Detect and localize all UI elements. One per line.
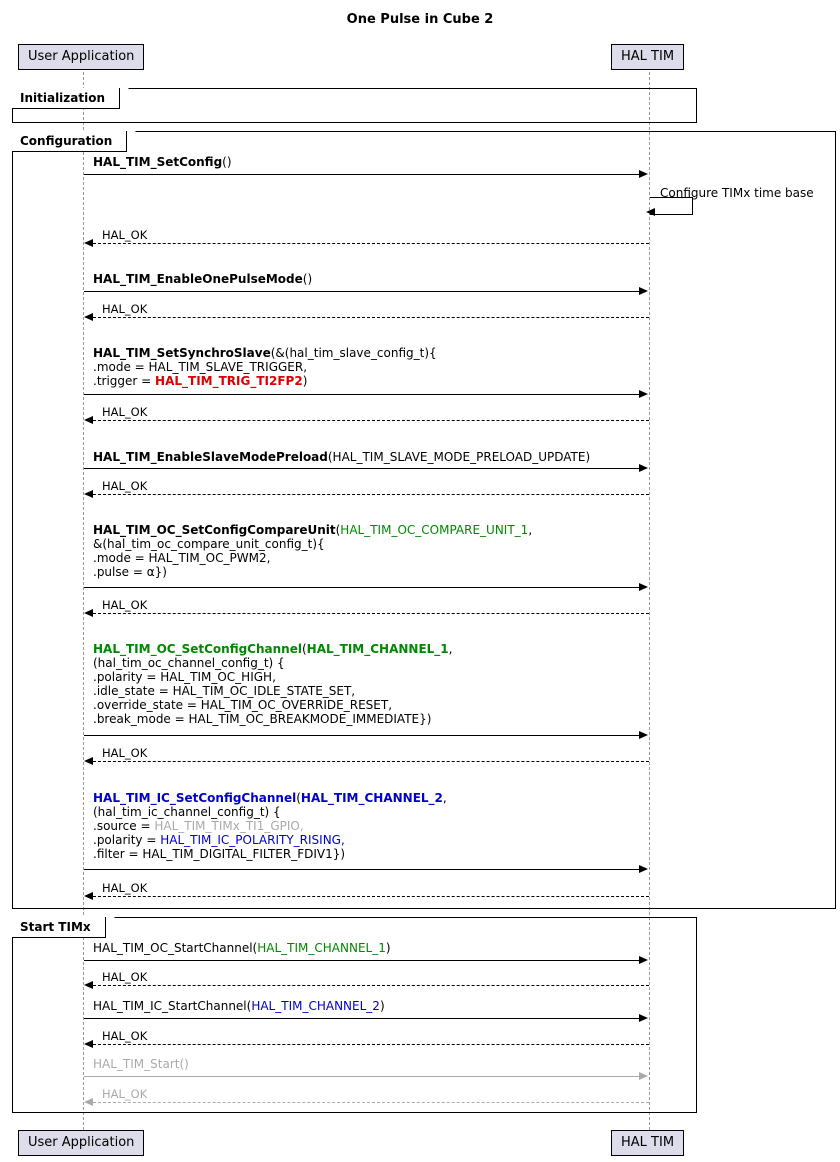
arrow-head-icon (646, 208, 655, 216)
participant-hal-tim-bottom[interactable]: HAL TIM (611, 1130, 684, 1156)
return-label: HAL_OK (102, 881, 148, 895)
message-oc-start-channel-close: ) (385, 941, 391, 955)
arrow-return (93, 1044, 649, 1045)
message-oc-channel-l3: .polarity = HAL_TIM_OC_HIGH, (93, 670, 276, 684)
message-set-synchro-slave-name: HAL_TIM_SetSynchroSlave (93, 346, 271, 360)
message-ic-channel-open: ( (296, 791, 301, 805)
return-label: HAL_OK (102, 1087, 148, 1101)
return-label: HAL_OK (102, 970, 148, 984)
arrow-head-icon (639, 287, 648, 295)
arrow-head-icon (84, 892, 93, 900)
return-label: HAL_OK (102, 228, 148, 242)
message-oc-start-channel-name: HAL_TIM_OC_StartChannel (93, 941, 253, 955)
message-ic-channel-l4-prefix: .polarity = (93, 833, 161, 847)
arrow-head-icon (639, 865, 648, 873)
return-label: HAL_OK (102, 405, 148, 419)
arrow-return (93, 985, 649, 986)
arrow-head-icon (84, 609, 93, 617)
return-label: HAL_OK (102, 746, 148, 760)
frame-corner-icon (127, 131, 136, 140)
arrow-enable-slave-mode-preload (84, 468, 640, 469)
message-ic-start-channel-open: ( (246, 999, 252, 1013)
message-ic-channel-l3-value: HAL_TIM_TIMx_TI1_GPIO, (154, 819, 304, 833)
arrow-oc-set-config-channel (84, 735, 640, 736)
message-set-synchro-slave-suffix: ) (302, 374, 308, 388)
arrow-return (93, 317, 649, 318)
message-enable-one-pulse-mode-name: HAL_TIM_EnableOnePulseMode (93, 272, 303, 286)
message-oc-set-config-compare-unit (93, 523, 532, 579)
frame-start-timx-label-wrap (12, 917, 115, 938)
arrow-enable-one-pulse-mode (84, 291, 640, 292)
frame-corner-icon (106, 917, 115, 926)
return-label: HAL_OK (102, 598, 148, 612)
arrow-head-icon (84, 1040, 93, 1048)
return-label: HAL_OK (102, 479, 148, 493)
message-ic-start-channel-name: HAL_TIM_IC_StartChannel (93, 999, 247, 1013)
message-ic-start-channel-arg1: HAL_TIM_CHANNEL_2 (251, 999, 380, 1013)
message-ic-channel-arg1: HAL_TIM_CHANNEL_2 (300, 791, 443, 805)
arrow-head-icon (639, 731, 648, 739)
participant-hal-tim-top[interactable]: HAL TIM (611, 44, 684, 70)
message-oc-set-config-channel (93, 642, 452, 726)
frame-initialization-label-wrap (12, 88, 129, 109)
message-ic-channel-name: HAL_TIM_IC_SetConfigChannel (93, 791, 297, 805)
arrow-head-icon (639, 956, 648, 964)
return-label: HAL_OK (102, 302, 148, 316)
arrow-return (93, 761, 649, 762)
frame-configuration-label-wrap (12, 131, 136, 152)
frame-corner-icon (120, 88, 129, 97)
participant-user-application-bottom[interactable]: User Application (18, 1130, 144, 1156)
message-enable-slave-mode-preload-args: (HAL_TIM_SLAVE_MODE_PRELOAD_UPDATE) (327, 450, 591, 464)
note-configure-time-base: Configure TIMx time base (660, 186, 814, 200)
frame-start-timx-label: Start TIMx (12, 917, 106, 938)
message-ic-channel-comma: , (442, 791, 447, 805)
arrow-head-icon (84, 757, 93, 765)
message-tim-start: HAL_TIM_Start() (93, 1057, 189, 1071)
message-ic-channel-l5: .filter = HAL_TIM_DIGITAL_FILTER_FDIV1}) (93, 847, 346, 861)
message-oc-compare-unit-arg1: HAL_TIM_OC_COMPARE_UNIT_1 (340, 523, 529, 537)
message-oc-channel-open: ( (301, 642, 307, 656)
arrow-head-icon (84, 416, 93, 424)
arrow-oc-set-config-compare-unit (84, 587, 640, 588)
message-oc-channel-name: HAL_TIM_OC_SetConfigChannel (93, 642, 302, 656)
message-set-config-args: () (222, 155, 232, 169)
message-oc-compare-unit-l4: .pulse = α}) (93, 565, 167, 579)
message-oc-compare-unit-l2: &(hal_tim_oc_compare_unit_config_t){ (93, 537, 325, 551)
message-enable-one-pulse-mode-args: () (302, 272, 313, 286)
message-oc-channel-comma: , (448, 642, 453, 656)
arrow-head-icon (84, 313, 93, 321)
arrow-head-icon (639, 390, 648, 398)
arrow-return (93, 896, 649, 897)
message-set-synchro-slave-mode: .mode = HAL_TIM_SLAVE_TRIGGER, (93, 360, 308, 374)
frame-initialization-label: Initialization (12, 88, 120, 109)
arrow-set-config (84, 174, 640, 175)
message-enable-one-pulse-mode (93, 272, 312, 286)
arrow-return (93, 494, 649, 495)
message-set-synchro-slave-trigger-value: HAL_TIM_TRIG_TI2FP2 (155, 374, 303, 388)
message-oc-channel-l2: (hal_tim_oc_channel_config_t) { (93, 656, 285, 670)
arrow-return (93, 613, 649, 614)
message-oc-channel-l6: .break_mode = HAL_TIM_OC_BREAKMODE_IMMEDIATE}) (93, 712, 432, 726)
arrow-head-icon (84, 239, 93, 247)
arrow-head-icon (639, 583, 648, 591)
message-ic-channel-l3-prefix: .source = (93, 819, 155, 833)
arrow-return (93, 243, 649, 244)
arrow-oc-start-channel (84, 960, 640, 961)
arrow-return (93, 420, 649, 421)
arrow-tim-start (84, 1076, 640, 1077)
message-ic-start-channel (93, 999, 385, 1013)
message-set-config-name: HAL_TIM_SetConfig (93, 155, 223, 169)
arrow-return (93, 1102, 649, 1103)
message-oc-compare-unit-open: ( (335, 523, 341, 537)
arrow-head-icon (639, 1014, 648, 1022)
arrow-head-icon (84, 981, 93, 989)
arrow-head-icon (84, 1098, 93, 1106)
message-set-config (93, 155, 232, 169)
message-set-synchro-slave (93, 346, 437, 388)
message-enable-slave-mode-preload (93, 450, 590, 464)
return-label: HAL_OK (102, 1029, 148, 1043)
message-oc-start-channel-open: ( (252, 941, 258, 955)
arrow-head-icon (84, 490, 93, 498)
arrow-ic-start-channel (84, 1018, 640, 1019)
message-oc-channel-l4: .idle_state = HAL_TIM_OC_IDLE_STATE_SET, (93, 684, 356, 698)
message-oc-compare-unit-l3: .mode = HAL_TIM_OC_PWM2, (93, 551, 271, 565)
frame-configuration-label: Configuration (12, 131, 127, 152)
message-oc-compare-unit-comma: , (528, 523, 533, 537)
arrow-ic-set-config-channel (84, 869, 640, 870)
message-oc-start-channel (93, 941, 391, 955)
message-oc-start-channel-arg1: HAL_TIM_CHANNEL_1 (257, 941, 386, 955)
message-oc-channel-l5: .override_state = HAL_TIM_OC_OVERRIDE_RESET, (93, 698, 393, 712)
message-set-synchro-slave-trigger-prefix: .trigger = (93, 374, 156, 388)
message-enable-slave-mode-preload-name: HAL_TIM_EnableSlaveModePreload (93, 450, 328, 464)
arrow-set-synchro-slave (84, 394, 640, 395)
message-ic-channel-l2: (hal_tim_ic_channel_config_t) { (93, 805, 281, 819)
message-ic-set-config-channel (93, 791, 447, 861)
message-set-synchro-slave-open: (&(hal_tim_slave_config_t){ (270, 346, 437, 360)
message-oc-channel-arg1: HAL_TIM_CHANNEL_1 (306, 642, 449, 656)
arrow-head-icon (639, 170, 648, 178)
message-ic-start-channel-close: ) (379, 999, 385, 1013)
message-ic-channel-l4-value: HAL_TIM_IC_POLARITY_RISING, (160, 833, 345, 847)
participant-user-application-top[interactable]: User Application (18, 44, 144, 70)
arrow-head-icon (639, 464, 648, 472)
diagram-title: One Pulse in Cube 2 (346, 12, 494, 27)
message-oc-compare-unit-name: HAL_TIM_OC_SetConfigCompareUnit (93, 523, 336, 537)
arrow-head-icon (639, 1072, 648, 1080)
